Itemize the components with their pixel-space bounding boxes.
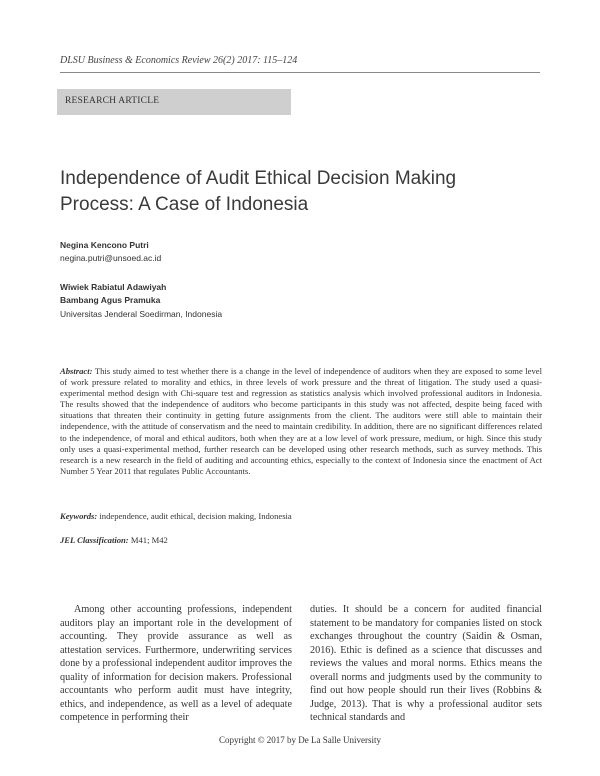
jel-label: JEL Classification:: [60, 535, 129, 545]
abstract: [60, 366, 542, 477]
jel-classification: [60, 535, 168, 545]
body-column-left: Among other accounting professions, independent auditors play an important role in the development of accounting. They provide assurance as well as attestation services. Furthermore, underwriting services done by a professional independent auditor improves the quality of information for decision makers. Professional accountants who perform audit must have integrity, ethics, and independence, as well as a level of adequate competence in performing their: [60, 604, 292, 723]
author-name: Bambang Agus Pramuka: [60, 295, 161, 305]
abstract-label: Abstract:: [60, 366, 93, 376]
header-rule: [60, 72, 540, 73]
journal-citation: DLSU Business & Economics Review 26(2) 2017: 115–124: [60, 55, 298, 66]
keywords: [60, 511, 292, 521]
body-column-right: duties. It should be a concern for audited financial statement to be mandatory for companies listed on stock exchanges throughout the country (Saidin & Osman, 2016). Ethic is defined as a science that discusses and reviews the values and moral norms. Ethics means the overall norms and judgments used by the community to find out how people should run their lives (Robbins & Judge, 2013). That is why a professional auditor sets technical standards and: [310, 604, 542, 723]
author-name: Negina Kencono Putri: [60, 240, 149, 250]
copyright-footer: Copyright © 2017 by De La Salle University: [218, 735, 382, 745]
author-affiliation: Universitas Jenderal Soedirman, Indonesia: [60, 309, 223, 319]
paper-title: Independence of Audit Ethical Decision Making Process: A Case of Indonesia: [60, 168, 457, 215]
jel-text: M41; M42: [128, 535, 168, 545]
keywords-label: Keywords:: [60, 511, 98, 521]
author-name: Wiwiek Rabiatul Adawiyah: [60, 282, 167, 292]
article-type-label: RESEARCH ARTICLE: [65, 96, 160, 106]
keywords-text: independence, audit ethical, decision making, Indonesia: [97, 511, 292, 521]
author-email: negina.putri@unsoed.ac.id: [60, 253, 162, 263]
abstract-text: This study aimed to test whether there is a change in the level of independence of auditors when they are exposed to some level of work pressure related to morality and ethics, in three levels of work pressure and the threat of litigation. The study used a quasi-experimental method design with Chi-square test and regression as statistics analysis which involved professional auditors in Indonesia. The results showed that the independence of auditors who become participants in this study was not affected, despite being faced with situations that threaten their continuity in getting future assignments from the client. The auditors were still able to maintain their independence, with the attitude of conservatism and the need to maintain credibility. In addition, there are no significant differences related to the independence, of moral and ethical auditors, both when they are at a low level of work pressure, medium, or high. Since this study only uses a quasi-experimental method, further research can be developed using other research methods, such as survey methods. This research is a new research in the field of auditing and accounting ethics, especially to the context of Indonesia since the enactment of Act Number 5 Year 2011 that regulates Public Accountants.: [60, 366, 542, 476]
